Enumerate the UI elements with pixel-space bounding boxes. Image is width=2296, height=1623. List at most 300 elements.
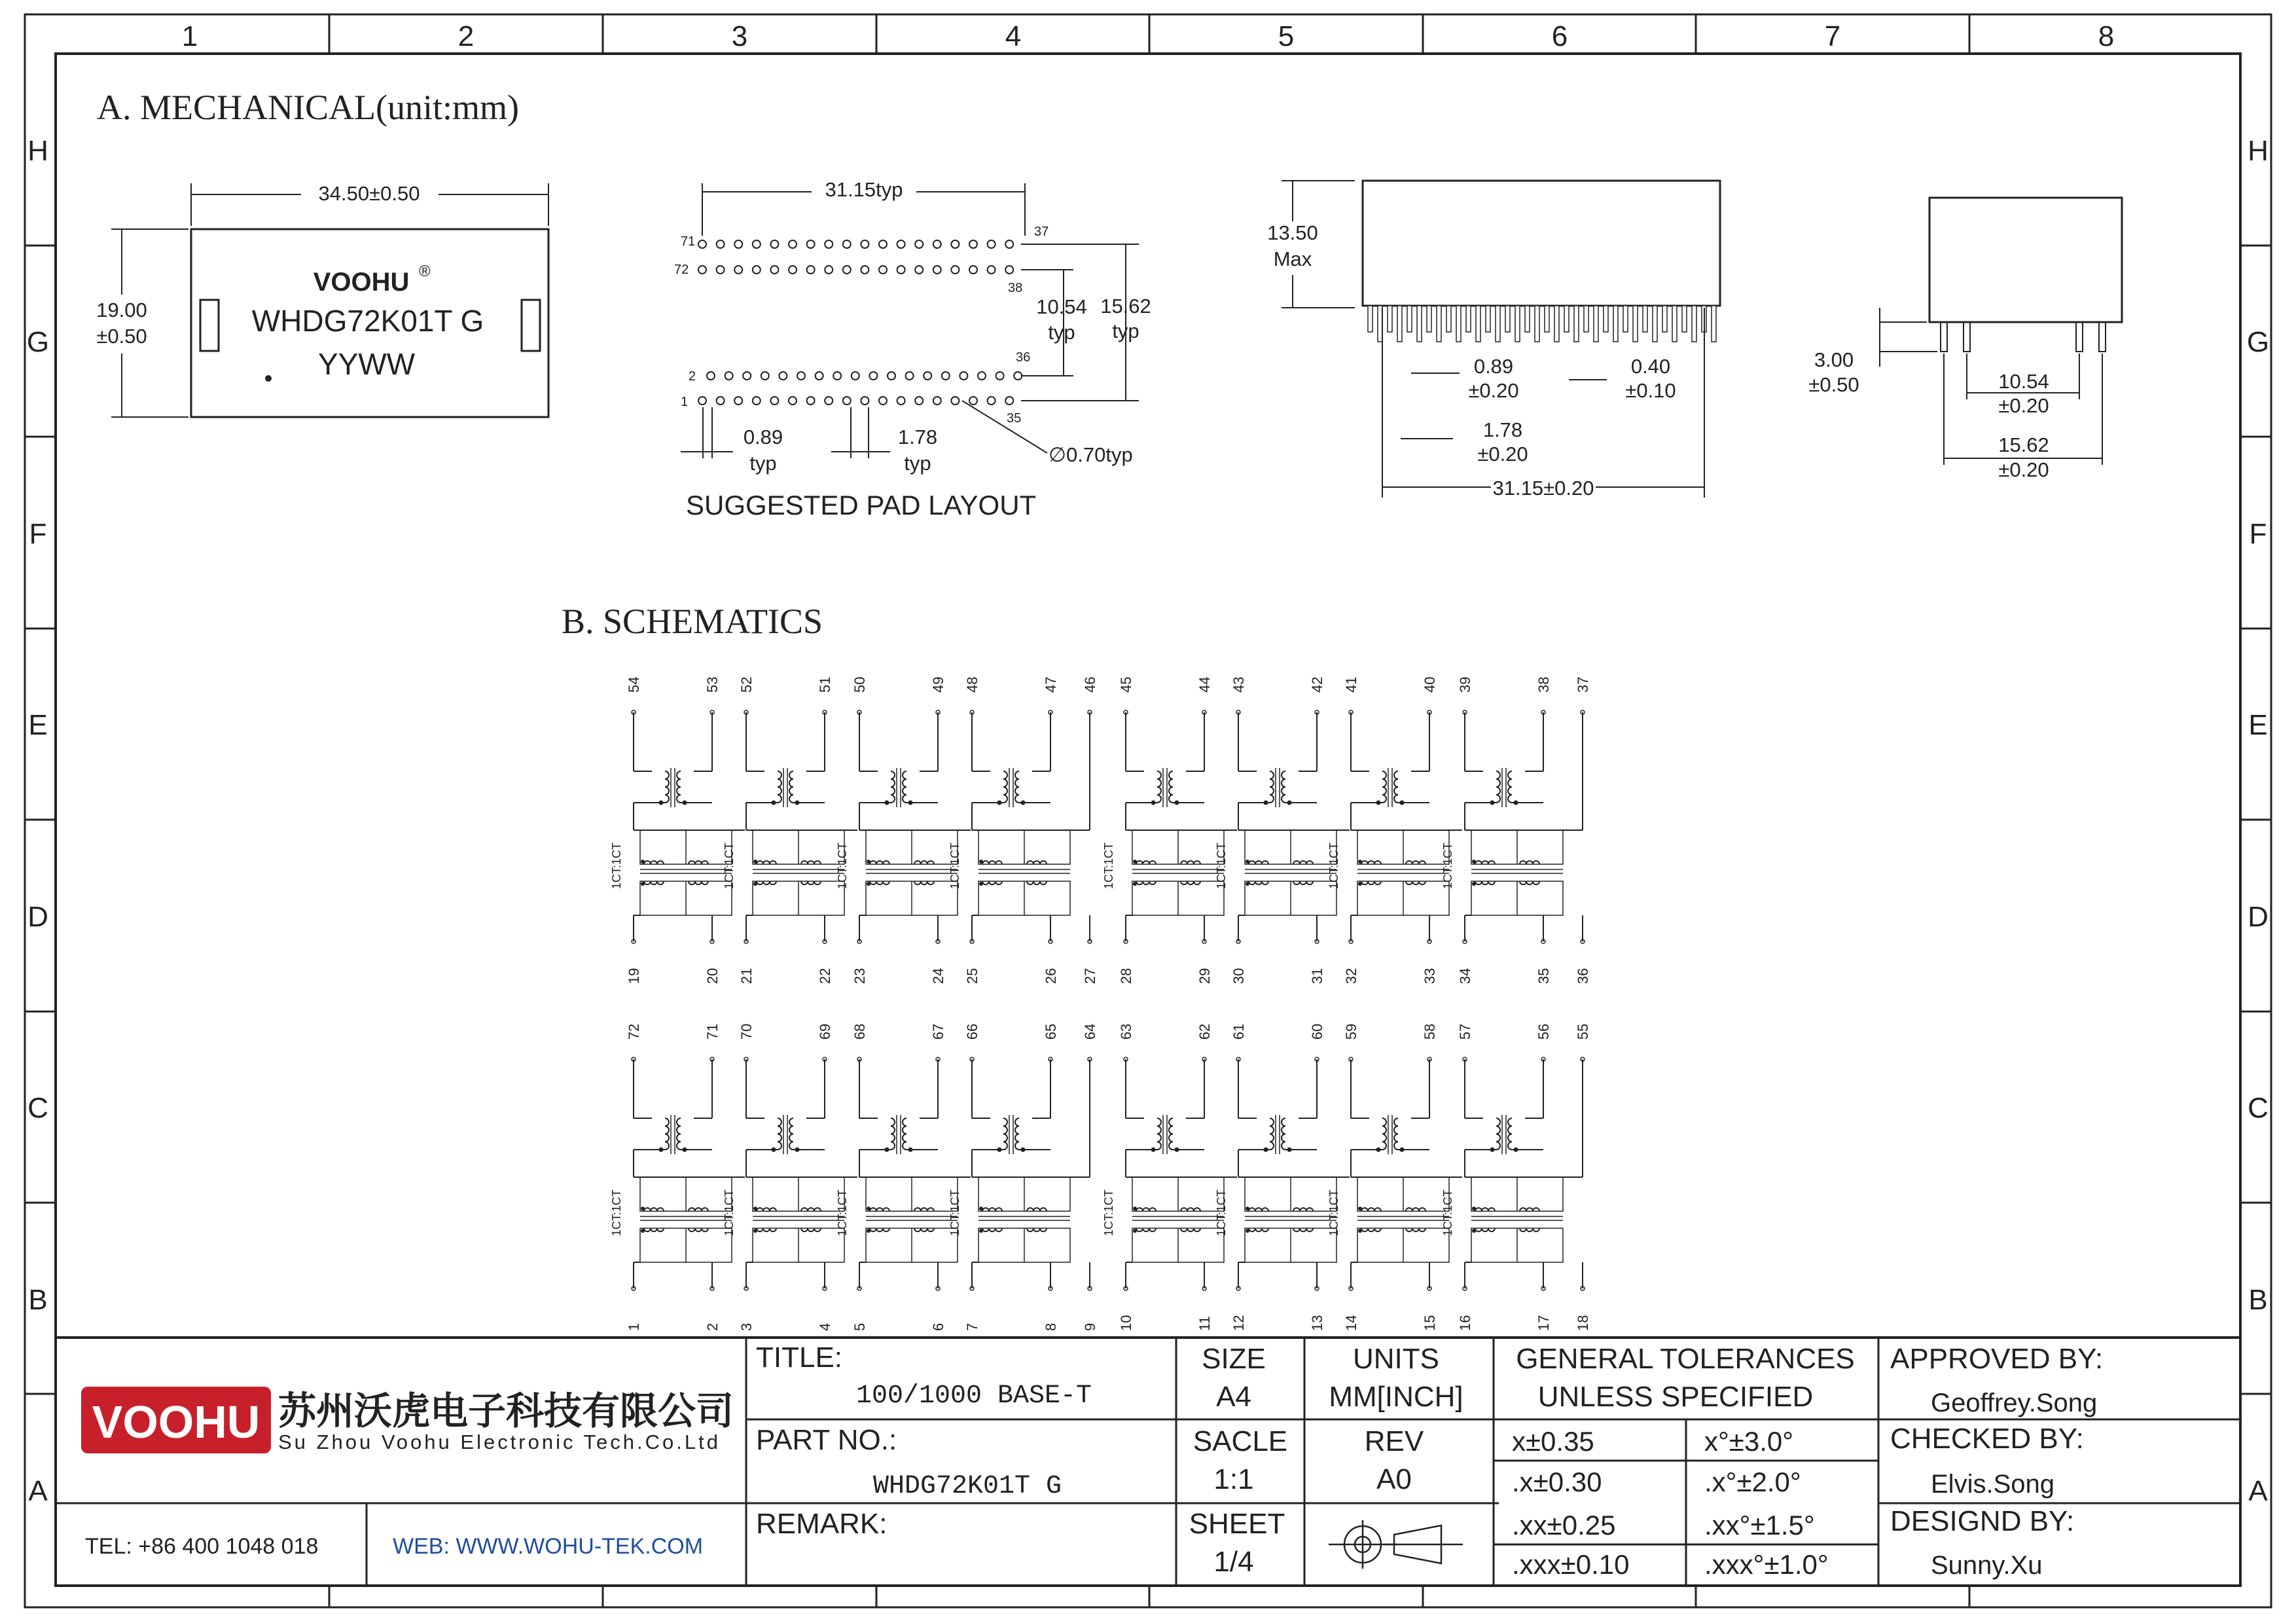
frame-col-7: 7 xyxy=(1824,20,1841,52)
schematic-channel xyxy=(948,712,1083,941)
schematic-ct-label: 1CT:1CT xyxy=(1102,842,1115,889)
frame-col-1: 1 xyxy=(181,20,198,52)
title-value: 100/1000 BASE-T xyxy=(855,1381,1092,1411)
schematic-pin-label: 10 xyxy=(1118,1315,1134,1331)
front-pin xyxy=(1594,306,1598,342)
schematic-pin-label: 45 xyxy=(1118,676,1134,693)
pad-hole xyxy=(969,240,977,248)
pad-hole xyxy=(734,397,742,405)
pad-hole xyxy=(753,397,761,405)
front-pin xyxy=(1653,306,1657,342)
schematic-pin-label: 24 xyxy=(930,968,946,984)
mechanical-heading: A. MECHANICAL(unit:mm) xyxy=(97,88,519,127)
pad-hole xyxy=(869,372,877,380)
pad-hole xyxy=(906,372,914,380)
designed-label: DESIGND BY: xyxy=(1890,1505,2075,1537)
schematic-pin-label: 67 xyxy=(930,1023,946,1040)
tol-linear-2: .xx±0.25 xyxy=(1512,1510,1616,1541)
pad-hole xyxy=(942,372,950,380)
schematic-pin-label: 2 xyxy=(704,1322,721,1331)
schematic-channel xyxy=(723,712,857,941)
pad-pin-2: 2 xyxy=(689,369,696,384)
sheet-label: SHEET xyxy=(1189,1508,1285,1540)
schematic-pin-label: 61 xyxy=(1230,1023,1247,1040)
remark-label: REMARK: xyxy=(756,1508,888,1540)
pad-hole xyxy=(988,240,996,248)
schematic-channel xyxy=(1215,712,1350,941)
scale-label: SACLE xyxy=(1193,1425,1288,1457)
pad-hole xyxy=(1014,372,1022,380)
company-web[interactable]: WEB: WWW.WOHU-TEK.COM xyxy=(393,1534,704,1559)
pad-hole xyxy=(915,397,923,405)
pad-hole xyxy=(698,240,706,248)
schematic-ct-label: 1CT:1CT xyxy=(1215,842,1228,889)
frame-row-c-right: C xyxy=(2248,1092,2269,1124)
schematic-pin-label: 31 xyxy=(1309,968,1325,984)
schematic-ct-label: 1CT:1CT xyxy=(948,842,961,889)
schematic-pin-label: 47 xyxy=(1043,676,1059,693)
front-pin xyxy=(1643,306,1647,332)
schematic-pin-label: 46 xyxy=(1082,676,1098,693)
front-pin xyxy=(1574,306,1579,342)
schematic-pin-label: 37 xyxy=(1575,676,1591,693)
schematic-pin-label: 39 xyxy=(1457,676,1473,693)
pad-hole xyxy=(915,240,923,248)
frame-row-f-right: F xyxy=(2249,518,2267,550)
frame-col-6: 6 xyxy=(1551,20,1568,52)
schematic-ct-label: 1CT:1CT xyxy=(723,842,736,889)
schematic-pin-label: 29 xyxy=(1196,968,1213,984)
pad-layout xyxy=(681,178,1139,458)
pad-row-spacing: 10.54 xyxy=(1036,295,1087,318)
front-pin xyxy=(1466,306,1471,332)
schematic-channel xyxy=(836,1059,971,1288)
front-pin xyxy=(1476,306,1480,342)
schematic-pin-label: 53 xyxy=(704,676,721,693)
pad-layout-caption: SUGGESTED PAD LAYOUT xyxy=(686,490,1037,520)
schematic-channel xyxy=(723,1059,857,1288)
approved-label: APPROVED BY: xyxy=(1890,1343,2104,1375)
pad-pitch-a: 0.89 xyxy=(743,426,783,448)
schematic-pin-label: 54 xyxy=(626,676,642,693)
frame-row-a-right: A xyxy=(2248,1475,2268,1507)
size-label: SIZE xyxy=(1202,1343,1266,1375)
side-outer-tol: ±0.20 xyxy=(1998,458,2049,481)
schematic-pin-label: 58 xyxy=(1422,1023,1438,1040)
pad-hole-dim: ∅0.70typ xyxy=(1049,443,1133,466)
front-pin xyxy=(1564,306,1569,332)
frame-row-g-right: G xyxy=(2246,326,2270,358)
schematic-pin-label: 71 xyxy=(704,1023,721,1040)
schematic-ct-label: 1CT:1CT xyxy=(723,1189,736,1236)
front-pin xyxy=(1535,306,1539,342)
front-length-dim: 31.15±0.20 xyxy=(1492,477,1594,500)
front-pin xyxy=(1682,306,1687,332)
units-label: UNITS xyxy=(1353,1343,1439,1375)
schematic-channel xyxy=(610,1059,745,1288)
frame-row-a-left: A xyxy=(28,1475,48,1507)
schematic-pin-label: 11 xyxy=(1196,1316,1213,1331)
pad-hole xyxy=(807,266,815,274)
schematic-pin-label: 5 xyxy=(852,1322,868,1331)
schematic-pin-label: 6 xyxy=(930,1322,946,1331)
pad-hole xyxy=(897,397,905,405)
pad-hole xyxy=(879,240,887,248)
pad-hole xyxy=(770,266,778,274)
schematic-channel xyxy=(1441,1059,1576,1288)
pad-hole xyxy=(843,240,851,248)
frame-row-g-left: G xyxy=(26,326,50,358)
top-view-part: WHDG72K01T G xyxy=(251,304,484,338)
scale-value: 1:1 xyxy=(1213,1463,1254,1495)
projection-symbol-icon xyxy=(1329,1520,1463,1569)
pad-hole xyxy=(1005,397,1013,405)
pad-pin-1: 1 xyxy=(681,395,689,409)
frame-col-5: 5 xyxy=(1278,20,1295,52)
top-view-reg-mark: ® xyxy=(419,263,431,280)
designed-by: Sunny.Xu xyxy=(1931,1551,2043,1580)
front-pin xyxy=(1388,306,1392,332)
pad-hole xyxy=(988,266,996,274)
pad-pin-36: 36 xyxy=(1016,350,1031,365)
schematic-pin-label: 40 xyxy=(1422,676,1438,693)
schematic-channel xyxy=(1102,1059,1237,1288)
front-pin xyxy=(1712,306,1716,342)
pad-hole xyxy=(789,266,797,274)
front-pin xyxy=(1613,306,1618,342)
part-no-value: WHDG72K01T G xyxy=(872,1472,1062,1501)
sheet-value: 1/4 xyxy=(1213,1546,1254,1578)
pad-hole xyxy=(761,372,769,380)
tol-linear-1: .x±0.30 xyxy=(1512,1467,1602,1497)
schematic-pin-label: 17 xyxy=(1535,1315,1552,1331)
front-pin xyxy=(1368,306,1372,332)
schematic-channel xyxy=(610,712,745,941)
schematic-pin-label: 48 xyxy=(964,676,980,693)
schematic-pin-label: 25 xyxy=(964,968,980,984)
pad-hole xyxy=(861,240,869,248)
front-pitch-2-tol: ±0.20 xyxy=(1477,443,1528,465)
schematic-pin-label: 41 xyxy=(1343,676,1359,693)
pad-row-spacing-typ: typ xyxy=(1048,321,1075,344)
front-pin-width-tol: ±0.10 xyxy=(1625,379,1676,402)
front-height-max: Max xyxy=(1273,247,1312,270)
frame-row-e-right: E xyxy=(2248,709,2268,741)
tol-linear-0: x±0.35 xyxy=(1512,1426,1594,1457)
pad-hole xyxy=(960,372,967,380)
schematic-pin-label: 12 xyxy=(1230,1315,1247,1331)
front-pin xyxy=(1427,306,1431,332)
frame-col-3: 3 xyxy=(731,20,748,52)
schematic-pin-label: 59 xyxy=(1343,1023,1359,1040)
schematic-ct-label: 1CT:1CT xyxy=(1215,1189,1228,1236)
schematic-pin-label: 55 xyxy=(1575,1023,1591,1040)
frame-row-b-right: B xyxy=(2248,1284,2268,1316)
schematic-pin-label: 36 xyxy=(1575,968,1591,984)
company-tel: TEL: +86 400 1048 018 xyxy=(85,1534,319,1559)
schematic-pin-label: 35 xyxy=(1535,968,1552,984)
pad-hole xyxy=(933,397,941,405)
side-view xyxy=(1880,198,2122,465)
company-logo-text: VOOHU xyxy=(92,1396,260,1448)
schematic-channel xyxy=(1327,1059,1462,1288)
schematic-ct-label: 1CT:1CT xyxy=(1327,842,1340,889)
front-pin xyxy=(1397,306,1402,342)
pad-hole xyxy=(969,266,977,274)
pad-hole xyxy=(988,397,996,405)
pad-hole xyxy=(1005,240,1013,248)
schematic-ct-label: 1CT:1CT xyxy=(1441,842,1454,889)
frame-row-h-left: H xyxy=(27,135,48,167)
pad-hole xyxy=(825,240,833,248)
front-pitch-1-tol: ±0.20 xyxy=(1468,379,1519,402)
tol-angular-1: .x°±2.0° xyxy=(1704,1467,1801,1497)
schematic-pin-label: 21 xyxy=(738,968,755,984)
pad-outer-spacing-typ: typ xyxy=(1112,319,1139,342)
pad-hole xyxy=(861,397,869,405)
pad-outer-spacing: 15.62 xyxy=(1100,295,1151,318)
frame-row-c-left: C xyxy=(27,1092,48,1124)
schematic-pin-label: 72 xyxy=(626,1023,642,1040)
schematic-pin-label: 14 xyxy=(1343,1315,1359,1331)
schematic-pin-label: 56 xyxy=(1535,1023,1552,1040)
front-height-dim: 13.50 xyxy=(1267,221,1318,244)
tolerances-subheading: UNLESS SPECIFIED xyxy=(1537,1381,1814,1413)
size-value: A4 xyxy=(1216,1381,1251,1413)
pad-hole xyxy=(816,372,823,380)
pad-pin-35: 35 xyxy=(1007,411,1022,426)
pad-hole xyxy=(861,266,869,274)
frame-row-e-left: E xyxy=(28,709,48,741)
pad-hole xyxy=(825,266,833,274)
front-pin xyxy=(1437,306,1441,342)
front-pin xyxy=(1545,306,1549,332)
pad-hole xyxy=(753,266,761,274)
schematic-pin-label: 68 xyxy=(852,1023,868,1040)
front-pin xyxy=(1496,306,1500,342)
schematic-channel xyxy=(948,1059,1083,1288)
company-name-cn: 苏州沃虎电子科技有限公司 xyxy=(278,1390,734,1432)
pad-pin-71: 71 xyxy=(681,234,696,249)
rev-label: REV xyxy=(1364,1425,1424,1457)
pad-hole xyxy=(698,397,706,405)
front-pin xyxy=(1604,306,1608,332)
schematic-pin-label: 60 xyxy=(1309,1023,1325,1040)
approved-by: Geoffrey.Song xyxy=(1931,1389,2098,1417)
top-view-date-code: YYWW xyxy=(317,347,416,381)
schematic-pin-label: 20 xyxy=(704,968,721,984)
schematic-channel xyxy=(1441,712,1576,941)
pad-hole xyxy=(807,397,815,405)
pad-hole xyxy=(734,266,742,274)
pad-hole xyxy=(833,372,841,380)
schematic-pin-label: 63 xyxy=(1118,1023,1134,1040)
side-inner-tol: ±0.20 xyxy=(1998,394,2049,417)
units-value: MM[INCH] xyxy=(1329,1381,1463,1413)
pad-hole xyxy=(1005,266,1013,274)
schematic-pin-label: 43 xyxy=(1230,676,1247,693)
pad-hole xyxy=(888,372,895,380)
side-standoff-tol: ±0.50 xyxy=(1808,373,1859,396)
schematic-pin-label: 65 xyxy=(1043,1023,1059,1040)
pad-pitch-b-typ: typ xyxy=(904,452,931,475)
pad-hole xyxy=(933,240,941,248)
schematic-ct-label: 1CT:1CT xyxy=(948,1189,961,1236)
front-pin xyxy=(1486,306,1490,332)
schematic-pin-label: 18 xyxy=(1575,1315,1591,1331)
schematic-pin-label: 33 xyxy=(1422,968,1438,984)
schematic-pin-label: 70 xyxy=(738,1023,755,1040)
frame-col-2: 2 xyxy=(457,20,475,52)
frame-row-h-right: H xyxy=(2248,135,2269,167)
schematic-pin-label: 66 xyxy=(964,1023,980,1040)
front-pin xyxy=(1505,306,1510,332)
tol-angular-2: .xx°±1.5° xyxy=(1704,1510,1815,1541)
schematic-pin-label: 51 xyxy=(817,676,833,693)
front-pin xyxy=(1672,306,1677,342)
pad-hole xyxy=(897,240,905,248)
pad-hole xyxy=(843,397,851,405)
schematic-lower-bank xyxy=(610,1024,1591,1331)
pad-hole xyxy=(969,397,977,405)
schematic-pin-label: 8 xyxy=(1043,1322,1059,1331)
schematic-pin-label: 34 xyxy=(1457,968,1473,984)
pad-hole xyxy=(897,266,905,274)
pad-pitch-a-typ: typ xyxy=(749,452,777,475)
schematic-channel xyxy=(1327,712,1462,941)
frame-col-8: 8 xyxy=(2098,20,2115,52)
pad-hole xyxy=(852,372,859,380)
pad-hole xyxy=(915,266,923,274)
part-no-label: PART NO.: xyxy=(756,1424,897,1456)
front-pin xyxy=(1633,306,1638,342)
front-pin xyxy=(1554,306,1559,342)
pad-hole xyxy=(725,372,733,380)
schematic-pin-label: 57 xyxy=(1457,1023,1473,1040)
pad-hole xyxy=(951,266,959,274)
pad-hole xyxy=(717,240,725,248)
schematic-pin-label: 64 xyxy=(1082,1023,1098,1040)
company-name-en: Su Zhou Voohu Electronic Tech.Co.Ltd xyxy=(278,1431,718,1453)
front-pin xyxy=(1456,306,1461,342)
schematic-pin-label: 52 xyxy=(738,676,755,693)
front-pin xyxy=(1623,306,1628,332)
pad-hole xyxy=(996,372,1004,380)
schematic-pin-label: 30 xyxy=(1230,968,1247,984)
schematic-pin-label: 7 xyxy=(964,1322,980,1331)
schematic-pin-label: 42 xyxy=(1309,676,1325,693)
front-pin xyxy=(1692,306,1696,342)
pad-hole xyxy=(951,397,959,405)
pad-hole xyxy=(717,397,725,405)
pad-pin-72: 72 xyxy=(674,263,689,277)
pad-hole xyxy=(978,372,986,380)
schematic-ct-label: 1CT:1CT xyxy=(836,1189,849,1236)
schematic-pin-label: 28 xyxy=(1118,968,1134,984)
pad-pin-37: 37 xyxy=(1034,225,1049,239)
pad-hole xyxy=(825,397,833,405)
top-view-width-dim: 34.50±0.50 xyxy=(318,182,420,205)
pad-hole xyxy=(753,240,761,248)
front-pin xyxy=(1378,306,1382,342)
schematic-pin-label: 62 xyxy=(1196,1023,1213,1040)
schematic-pin-label: 15 xyxy=(1422,1315,1438,1331)
pad-hole xyxy=(879,397,887,405)
pad-width-dim: 31.15typ xyxy=(825,178,903,201)
schematic-pin-label: 38 xyxy=(1535,676,1552,693)
top-view-height-dim: 19.00 xyxy=(96,299,147,321)
frame-col-4: 4 xyxy=(1005,20,1022,52)
frame-row-b-left: B xyxy=(28,1284,48,1316)
tol-angular-0: x°±3.0° xyxy=(1704,1426,1794,1457)
pad-hole xyxy=(951,240,959,248)
schematic-ct-label: 1CT:1CT xyxy=(1102,1189,1115,1236)
schematic-pin-label: 27 xyxy=(1082,968,1098,984)
schematic-ct-label: 1CT:1CT xyxy=(836,842,849,889)
schematic-channel xyxy=(1102,712,1237,941)
schematic-pin-label: 22 xyxy=(817,968,833,984)
pad-hole xyxy=(707,372,715,380)
schematic-upper-bank xyxy=(610,677,1591,984)
pad-hole xyxy=(717,266,725,274)
schematic-pin-label: 13 xyxy=(1309,1315,1325,1331)
pad-hole xyxy=(797,372,805,380)
pad-hole xyxy=(789,397,797,405)
tolerances-heading: GENERAL TOLERANCES xyxy=(1516,1343,1855,1375)
schematic-pin-label: 16 xyxy=(1457,1315,1473,1331)
tol-angular-3: .xxx°±1.0° xyxy=(1704,1549,1829,1580)
front-pitch-2: 1.78 xyxy=(1482,418,1523,441)
front-pin xyxy=(1515,306,1520,342)
pad-hole xyxy=(734,240,742,248)
tol-linear-3: .xxx±0.10 xyxy=(1512,1549,1630,1580)
pad-hole xyxy=(770,397,778,405)
frame-row-d-left: D xyxy=(27,901,48,933)
pad-hole xyxy=(779,372,787,380)
front-pin xyxy=(1417,306,1422,342)
schematics-heading: B. SCHEMATICS xyxy=(562,602,823,641)
title-label: TITLE: xyxy=(756,1341,843,1374)
pad-hole xyxy=(843,266,851,274)
front-pin xyxy=(1407,306,1412,332)
front-pin-width: 0.40 xyxy=(1630,355,1671,378)
checked-by: Elvis.Song xyxy=(1931,1470,2054,1499)
front-pitch-1: 0.89 xyxy=(1473,355,1514,378)
pad-hole xyxy=(789,240,797,248)
pad-pin-38: 38 xyxy=(1008,281,1023,295)
side-standoff-dim: 3.00 xyxy=(1814,348,1854,371)
rev-value: A0 xyxy=(1376,1463,1412,1495)
schematic-pin-label: 4 xyxy=(817,1322,833,1331)
front-pin xyxy=(1446,306,1451,332)
schematic-channel xyxy=(836,712,971,941)
schematic-pin-label: 32 xyxy=(1343,968,1359,984)
schematic-pin-label: 49 xyxy=(930,676,946,693)
side-outer-dim: 15.62 xyxy=(1998,433,2049,456)
side-inner-dim: 10.54 xyxy=(1998,370,2049,393)
schematic-ct-label: 1CT:1CT xyxy=(1441,1189,1454,1236)
checked-label: CHECKED BY: xyxy=(1890,1423,2084,1455)
schematic-pin-label: 9 xyxy=(1082,1322,1098,1331)
frame-row-d-right: D xyxy=(2248,901,2269,933)
pad-hole xyxy=(933,266,941,274)
pad-hole xyxy=(743,372,751,380)
schematic-pin-label: 69 xyxy=(817,1023,833,1040)
frame-row-f-left: F xyxy=(29,518,47,550)
schematic-pin-label: 26 xyxy=(1043,968,1059,984)
pad-hole xyxy=(807,240,815,248)
schematic-ct-label: 1CT:1CT xyxy=(610,1189,623,1236)
